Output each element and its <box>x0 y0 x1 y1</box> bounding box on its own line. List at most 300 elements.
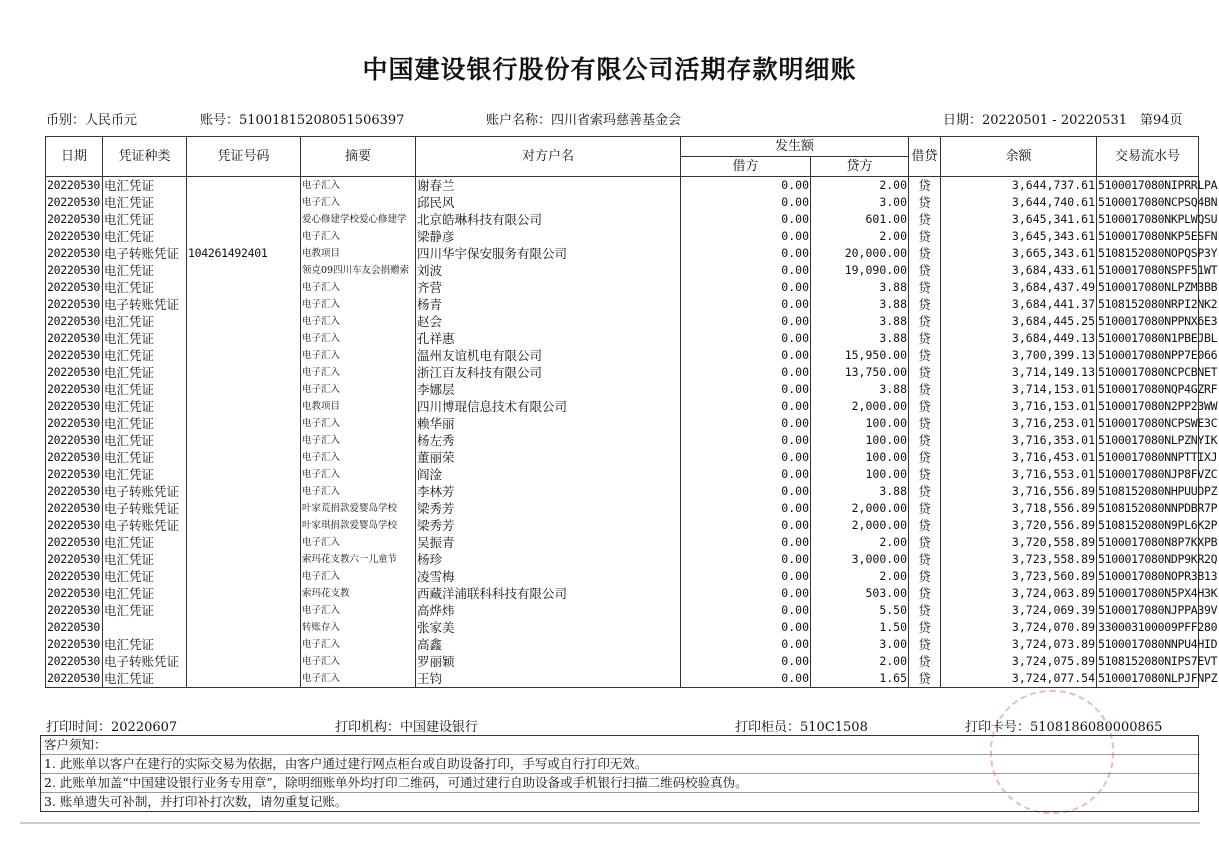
col-date: 日期 <box>46 137 103 177</box>
cell-credit: 2.00 <box>811 177 909 195</box>
cell-serial: 5100017080NPP7E066 <box>1098 348 1218 362</box>
cell-memo: 电子汇入 <box>301 347 416 364</box>
cell-memo: 电子汇入 <box>301 653 416 670</box>
page-title: 中国建设银行股份有限公司活期存款明细账 <box>362 55 857 84</box>
cell-date: 20220530 <box>46 211 103 228</box>
cell-date: 20220530 <box>46 636 103 653</box>
customer-notice <box>40 735 1199 812</box>
cell-dc: 贷 <box>909 568 941 585</box>
cell-voucher-type: 电汇凭证 <box>103 313 187 330</box>
cell-dc: 贷 <box>909 585 941 602</box>
cell-counterparty: 梁秀芳 <box>416 500 681 517</box>
cell-credit: 3.88 <box>811 381 909 398</box>
cell-debit: 0.00 <box>681 653 811 670</box>
cell-date: 20220530 <box>46 245 103 262</box>
cell-counterparty: 赖华丽 <box>416 415 681 432</box>
cell-balance: 3,723,560.89 <box>941 568 1097 585</box>
cell-debit: 0.00 <box>681 211 811 228</box>
cell-dc: 贷 <box>909 228 941 245</box>
cell-memo: 电子汇入 <box>301 194 416 211</box>
cell-voucher-no <box>187 177 301 195</box>
col-balance: 余额 <box>941 137 1097 177</box>
cell-voucher-no <box>187 585 301 602</box>
cell-voucher-no <box>187 619 301 636</box>
cell-serial: 5100017080NCPSWE3C <box>1098 416 1218 430</box>
cell-memo: 电子汇入 <box>301 330 416 347</box>
account-name: 账户名称：四川省索玛慈善基金会 <box>486 113 682 128</box>
cell-serial: 5100017080NCPSQ4BN <box>1098 195 1218 209</box>
table-row <box>46 279 1199 296</box>
table-row <box>46 245 1199 262</box>
cell-credit: 3.88 <box>811 483 909 500</box>
cell-counterparty: 杨青 <box>416 296 681 313</box>
cell-memo: 电子汇入 <box>301 279 416 296</box>
cell-debit: 0.00 <box>681 432 811 449</box>
cell-voucher-no <box>187 279 301 296</box>
cell-voucher-type: 电汇凭证 <box>103 415 187 432</box>
cell-counterparty: 孔祥惠 <box>416 330 681 347</box>
cell-dc: 贷 <box>909 653 941 670</box>
cell-serial: 330003100009PFF280 <box>1098 620 1218 634</box>
cell-debit: 0.00 <box>681 330 811 347</box>
cell-dc: 贷 <box>909 670 941 688</box>
cell-date: 20220530 <box>46 483 103 500</box>
cell-voucher-type: 电汇凭证 <box>103 330 187 347</box>
notice-heading: 客户须知： <box>44 737 107 752</box>
cell-counterparty: 四川博琨信息技术有限公司 <box>416 398 681 415</box>
cell-balance: 3,716,253.01 <box>941 415 1097 432</box>
cell-serial: 5100017080NLPZNYIK <box>1098 433 1218 447</box>
notice-item: 1. 此账单以客户在建行的实际交易为依据，由客户通过建行网点柜台或自助设备打印，手写或自行打印无效。 <box>41 754 1198 773</box>
cell-balance: 3,716,353.01 <box>941 432 1097 449</box>
table-row <box>46 449 1199 466</box>
cell-credit: 2.00 <box>811 653 909 670</box>
cell-credit: 3.00 <box>811 194 909 211</box>
cell-debit: 0.00 <box>681 364 811 381</box>
cell-voucher-no <box>187 602 301 619</box>
cell-credit: 1.50 <box>811 619 909 636</box>
cell-date: 20220530 <box>46 653 103 670</box>
cell-memo: 电子汇入 <box>301 381 416 398</box>
cell-debit: 0.00 <box>681 177 811 195</box>
cell-counterparty: 李娜层 <box>416 381 681 398</box>
cell-dc: 贷 <box>909 381 941 398</box>
cell-date: 20220530 <box>46 228 103 245</box>
cell-balance: 3,684,441.37 <box>941 296 1097 313</box>
cell-counterparty: 高烨炜 <box>416 602 681 619</box>
cell-date: 20220530 <box>46 534 103 551</box>
cell-debit: 0.00 <box>681 398 811 415</box>
notice-item: 2. 此账单加盖“中国建设银行业务专用章”，除明细账单外均打印二维码，可通过建行自助设备或手机银行扫描二维码校验真伪。 <box>41 773 1198 792</box>
account-number: 账号：51001815208051506397 <box>200 113 405 128</box>
cell-serial: 5100017080NNPU4HID <box>1098 637 1218 651</box>
cell-debit: 0.00 <box>681 449 811 466</box>
cell-date: 20220530 <box>46 177 103 195</box>
cell-credit: 19,090.00 <box>811 262 909 279</box>
cell-balance: 3,716,153.01 <box>941 398 1097 415</box>
cell-voucher-type: 电汇凭证 <box>103 602 187 619</box>
table-row <box>46 432 1199 449</box>
cell-balance: 3,724,070.89 <box>941 619 1097 636</box>
cell-debit: 0.00 <box>681 415 811 432</box>
cell-serial: 5100017080NPPNX6E3 <box>1098 314 1218 328</box>
cell-dc: 贷 <box>909 415 941 432</box>
cell-credit: 2.00 <box>811 568 909 585</box>
cell-debit: 0.00 <box>681 228 811 245</box>
cell-memo: 爱心修建学校爱心修建学 <box>301 211 416 228</box>
cell-counterparty: 杨珍 <box>416 551 681 568</box>
cell-credit: 5.50 <box>811 602 909 619</box>
cell-date: 20220530 <box>46 279 103 296</box>
cell-debit: 0.00 <box>681 568 811 585</box>
cell-voucher-no <box>187 466 301 483</box>
cell-credit: 3.88 <box>811 296 909 313</box>
cell-debit: 0.00 <box>681 517 811 534</box>
cell-counterparty: 梁秀芳 <box>416 517 681 534</box>
cell-balance: 3,645,343.61 <box>941 228 1097 245</box>
cell-voucher-no <box>187 483 301 500</box>
cell-counterparty: 齐营 <box>416 279 681 296</box>
table-row <box>46 636 1199 653</box>
print-counter: 打印柜员：510C1508 <box>735 720 868 735</box>
table-row <box>46 619 1199 636</box>
cell-memo: 电子汇入 <box>301 313 416 330</box>
table-row <box>46 653 1199 670</box>
cell-credit: 15,950.00 <box>811 347 909 364</box>
cell-voucher-no <box>187 415 301 432</box>
cell-voucher-type: 电汇凭证 <box>103 534 187 551</box>
cell-dc: 贷 <box>909 500 941 517</box>
cell-memo: 电子汇入 <box>301 568 416 585</box>
cell-dc: 贷 <box>909 483 941 500</box>
cell-balance: 3,724,063.89 <box>941 585 1097 602</box>
cell-serial: 5100017080N2PP23WW <box>1098 399 1218 413</box>
cell-voucher-no <box>187 296 301 313</box>
table-row <box>46 500 1199 517</box>
cell-voucher-type: 电汇凭证 <box>103 347 187 364</box>
cell-voucher-type: 电汇凭证 <box>103 279 187 296</box>
cell-date: 20220530 <box>46 449 103 466</box>
cell-voucher-type: 电子转账凭证 <box>103 483 187 500</box>
notice-item: 3. 账单遗失可补制，并打印补打次数，请勿重复记账。 <box>41 792 1198 811</box>
table-row <box>46 364 1199 381</box>
cell-voucher-no <box>187 330 301 347</box>
cell-counterparty: 北京皓琳科技有限公司 <box>416 211 681 228</box>
cell-balance: 3,714,149.13 <box>941 364 1097 381</box>
cell-dc: 贷 <box>909 211 941 228</box>
cell-dc: 贷 <box>909 398 941 415</box>
cell-voucher-type: 电汇凭证 <box>103 364 187 381</box>
table-row <box>46 296 1199 313</box>
table-row <box>46 568 1199 585</box>
cell-dc: 贷 <box>909 279 941 296</box>
cell-credit: 2,000.00 <box>811 517 909 534</box>
cell-serial: 5100017080NJP8FVZC <box>1098 467 1218 481</box>
cell-voucher-type: 电汇凭证 <box>103 211 187 228</box>
print-org: 打印机构：中国建设银行 <box>335 720 479 735</box>
cell-voucher-type: 电汇凭证 <box>103 194 187 211</box>
cell-date: 20220530 <box>46 619 103 636</box>
table-row <box>46 330 1199 347</box>
cell-serial: 5100017080N1PBEJBL <box>1098 331 1218 345</box>
cell-voucher-type: 电汇凭证 <box>103 449 187 466</box>
cell-memo: 电子汇入 <box>301 466 416 483</box>
cell-counterparty: 赵会 <box>416 313 681 330</box>
print-card: 打印卡号：5108186080000865 <box>965 720 1163 735</box>
print-time: 打印时间：20220607 <box>46 720 178 735</box>
cell-date: 20220530 <box>46 381 103 398</box>
cell-serial: 5100017080NSPF51WT <box>1098 263 1218 277</box>
cell-dc: 贷 <box>909 432 941 449</box>
cell-debit: 0.00 <box>681 483 811 500</box>
cell-credit: 2,000.00 <box>811 398 909 415</box>
cell-dc: 贷 <box>909 313 941 330</box>
cell-dc: 贷 <box>909 177 941 195</box>
cell-voucher-type: 电子转账凭证 <box>103 245 187 262</box>
cell-voucher-no <box>187 534 301 551</box>
cell-balance: 3,723,558.89 <box>941 551 1097 568</box>
cell-voucher-type: 电子转账凭证 <box>103 517 187 534</box>
cell-serial: 5108152080NIPS7EVT <box>1098 654 1218 668</box>
cell-balance: 3,684,449.13 <box>941 330 1097 347</box>
cell-credit: 1.65 <box>811 670 909 688</box>
cell-memo: 电子汇入 <box>301 296 416 313</box>
col-debit: 借方 <box>681 157 811 177</box>
cell-counterparty: 王钧 <box>416 670 681 688</box>
cell-counterparty: 刘波 <box>416 262 681 279</box>
cell-counterparty: 董丽荣 <box>416 449 681 466</box>
cell-serial: 5100017080NCPCBNET <box>1098 365 1218 379</box>
cell-counterparty: 四川华宇保安服务有限公司 <box>416 245 681 262</box>
table-row <box>46 466 1199 483</box>
cell-date: 20220530 <box>46 415 103 432</box>
table-row <box>46 347 1199 364</box>
ledger-body <box>46 177 1218 688</box>
cell-counterparty: 浙江百友科技有限公司 <box>416 364 681 381</box>
cell-credit: 20,000.00 <box>811 245 909 262</box>
cell-serial: 5100017080NDP9KR2Q <box>1098 552 1218 566</box>
date-range: 日期：20220501 - 20220531 <box>943 113 1127 128</box>
cell-debit: 0.00 <box>681 551 811 568</box>
cell-debit: 0.00 <box>681 347 811 364</box>
cell-debit: 0.00 <box>681 194 811 211</box>
cell-balance: 3,684,445.25 <box>941 313 1097 330</box>
cell-voucher-no <box>187 432 301 449</box>
page-number: 第94页 <box>1140 113 1183 128</box>
cell-voucher-type: 电汇凭证 <box>103 585 187 602</box>
cell-balance: 3,720,558.89 <box>941 534 1097 551</box>
cell-balance: 3,684,433.61 <box>941 262 1097 279</box>
cell-serial: 5108152080NNPDBR7P <box>1098 501 1218 515</box>
cell-balance: 3,720,556.89 <box>941 517 1097 534</box>
col-voucher-no: 凭证号码 <box>187 137 301 177</box>
cell-voucher-type: 电汇凭证 <box>103 551 187 568</box>
cell-debit: 0.00 <box>681 466 811 483</box>
cell-serial: 5108152080NHPUUDPZ <box>1098 484 1218 498</box>
cell-voucher-type: 电汇凭证 <box>103 670 187 688</box>
cell-memo: 叶家荒捐款爱婴岛学校 <box>301 500 416 517</box>
cell-counterparty: 张家美 <box>416 619 681 636</box>
table-row <box>46 211 1199 228</box>
cell-counterparty: 吴振青 <box>416 534 681 551</box>
cell-credit: 2,000.00 <box>811 500 909 517</box>
table-row <box>46 415 1199 432</box>
cell-balance: 3,724,069.39 <box>941 602 1097 619</box>
cell-credit: 503.00 <box>811 585 909 602</box>
table-row <box>46 602 1199 619</box>
cell-counterparty: 杨左秀 <box>416 432 681 449</box>
col-dc: 借贷 <box>909 137 941 177</box>
cell-debit: 0.00 <box>681 279 811 296</box>
col-serial: 交易流水号 <box>1097 137 1199 177</box>
cell-dc: 贷 <box>909 330 941 347</box>
cell-voucher-no: 104261492401 <box>187 245 301 262</box>
cell-voucher-no <box>187 636 301 653</box>
cell-voucher-no <box>187 228 301 245</box>
table-row <box>46 585 1199 602</box>
cell-memo: 电子汇入 <box>301 415 416 432</box>
cell-memo: 电子汇入 <box>301 636 416 653</box>
cell-voucher-no <box>187 551 301 568</box>
cell-counterparty: 凌雪梅 <box>416 568 681 585</box>
table-row <box>46 194 1199 211</box>
cell-counterparty: 温州友谊机电有限公司 <box>416 347 681 364</box>
cell-date: 20220530 <box>46 313 103 330</box>
cell-debit: 0.00 <box>681 670 811 688</box>
cell-serial: 5100017080NJPPA39V <box>1098 603 1218 617</box>
table-row <box>46 398 1199 415</box>
ledger-header <box>46 137 1199 177</box>
cell-serial: 5100017080NNPTTIXJ <box>1098 450 1218 464</box>
cell-date: 20220530 <box>46 568 103 585</box>
cell-date: 20220530 <box>46 398 103 415</box>
cell-balance: 3,724,073.89 <box>941 636 1097 653</box>
cell-voucher-type: 电汇凭证 <box>103 228 187 245</box>
cell-credit: 2.00 <box>811 228 909 245</box>
cell-voucher-no <box>187 313 301 330</box>
cell-serial: 5100017080NQP4GZRF <box>1098 382 1218 396</box>
cell-voucher-no <box>187 568 301 585</box>
cell-dc: 贷 <box>909 262 941 279</box>
cell-date: 20220530 <box>46 330 103 347</box>
cell-date: 20220530 <box>46 551 103 568</box>
cell-credit: 100.00 <box>811 466 909 483</box>
cell-credit: 601.00 <box>811 211 909 228</box>
table-row <box>46 177 1199 195</box>
divider <box>20 822 1200 824</box>
cell-memo: 电教项目 <box>301 245 416 262</box>
table-row <box>46 670 1199 688</box>
col-voucher-type: 凭证种类 <box>103 137 187 177</box>
cell-date: 20220530 <box>46 585 103 602</box>
cell-balance: 3,700,399.13 <box>941 347 1097 364</box>
cell-date: 20220530 <box>46 364 103 381</box>
cell-dc: 贷 <box>909 296 941 313</box>
cell-voucher-no <box>187 398 301 415</box>
cell-balance: 3,716,453.01 <box>941 449 1097 466</box>
col-memo: 摘要 <box>301 137 416 177</box>
cell-voucher-no <box>187 211 301 228</box>
table-row <box>46 551 1199 568</box>
cell-dc: 贷 <box>909 619 941 636</box>
cell-date: 20220530 <box>46 194 103 211</box>
table-row <box>46 381 1199 398</box>
cell-credit: 3.88 <box>811 279 909 296</box>
cell-voucher-no <box>187 194 301 211</box>
cell-date: 20220530 <box>46 517 103 534</box>
cell-balance: 3,716,553.01 <box>941 466 1097 483</box>
cell-voucher-no <box>187 381 301 398</box>
cell-voucher-no <box>187 670 301 688</box>
cell-voucher-no <box>187 262 301 279</box>
cell-balance: 3,644,740.61 <box>941 194 1097 211</box>
cell-voucher-type <box>103 619 187 636</box>
cell-serial: 5108152080NRPI2NK2 <box>1098 297 1218 311</box>
col-counterparty: 对方户名 <box>416 137 681 177</box>
cell-voucher-no <box>187 449 301 466</box>
cell-debit: 0.00 <box>681 534 811 551</box>
cell-voucher-type: 电子转账凭证 <box>103 653 187 670</box>
cell-balance: 3,714,153.01 <box>941 381 1097 398</box>
cell-credit: 100.00 <box>811 415 909 432</box>
cell-memo: 电子汇入 <box>301 449 416 466</box>
cell-date: 20220530 <box>46 602 103 619</box>
cell-memo: 电子汇入 <box>301 432 416 449</box>
cell-voucher-no <box>187 500 301 517</box>
cell-voucher-type: 电汇凭证 <box>103 398 187 415</box>
cell-balance: 3,645,341.61 <box>941 211 1097 228</box>
cell-date: 20220530 <box>46 670 103 688</box>
cell-voucher-type: 电子转账凭证 <box>103 500 187 517</box>
cell-counterparty: 阎淦 <box>416 466 681 483</box>
cell-counterparty: 高鑫 <box>416 636 681 653</box>
cell-date: 20220530 <box>46 262 103 279</box>
cell-dc: 贷 <box>909 449 941 466</box>
cell-serial: 5100017080N8P7KXPB <box>1098 535 1218 549</box>
cell-voucher-type: 电汇凭证 <box>103 381 187 398</box>
cell-memo: 电子汇入 <box>301 483 416 500</box>
cell-counterparty: 谢春兰 <box>416 177 681 195</box>
cell-dc: 贷 <box>909 602 941 619</box>
cell-credit: 3.88 <box>811 330 909 347</box>
cell-dc: 贷 <box>909 245 941 262</box>
cell-dc: 贷 <box>909 347 941 364</box>
cell-serial: 5100017080NIPRRLPA <box>1098 178 1218 192</box>
cell-voucher-type: 电汇凭证 <box>103 432 187 449</box>
cell-balance: 3,665,343.61 <box>941 245 1097 262</box>
cell-debit: 0.00 <box>681 313 811 330</box>
cell-serial: 5100017080NKPLWQSU <box>1098 212 1218 226</box>
cell-date: 20220530 <box>46 466 103 483</box>
cell-debit: 0.00 <box>681 602 811 619</box>
cell-date: 20220530 <box>46 432 103 449</box>
cell-memo: 电子汇入 <box>301 534 416 551</box>
cell-memo: 电教项目 <box>301 398 416 415</box>
cell-credit: 100.00 <box>811 432 909 449</box>
cell-dc: 贷 <box>909 194 941 211</box>
cell-voucher-type: 电汇凭证 <box>103 466 187 483</box>
cell-date: 20220530 <box>46 500 103 517</box>
cell-voucher-type: 电子转账凭证 <box>103 296 187 313</box>
cell-credit: 13,750.00 <box>811 364 909 381</box>
cell-debit: 0.00 <box>681 585 811 602</box>
cell-balance: 3,724,075.89 <box>941 653 1097 670</box>
cell-memo: 电子汇入 <box>301 602 416 619</box>
cell-voucher-type: 电汇凭证 <box>103 262 187 279</box>
cell-counterparty: 邱民风 <box>416 194 681 211</box>
table-row <box>46 228 1199 245</box>
cell-serial: 5100017080NLPZM3BB <box>1098 280 1218 294</box>
